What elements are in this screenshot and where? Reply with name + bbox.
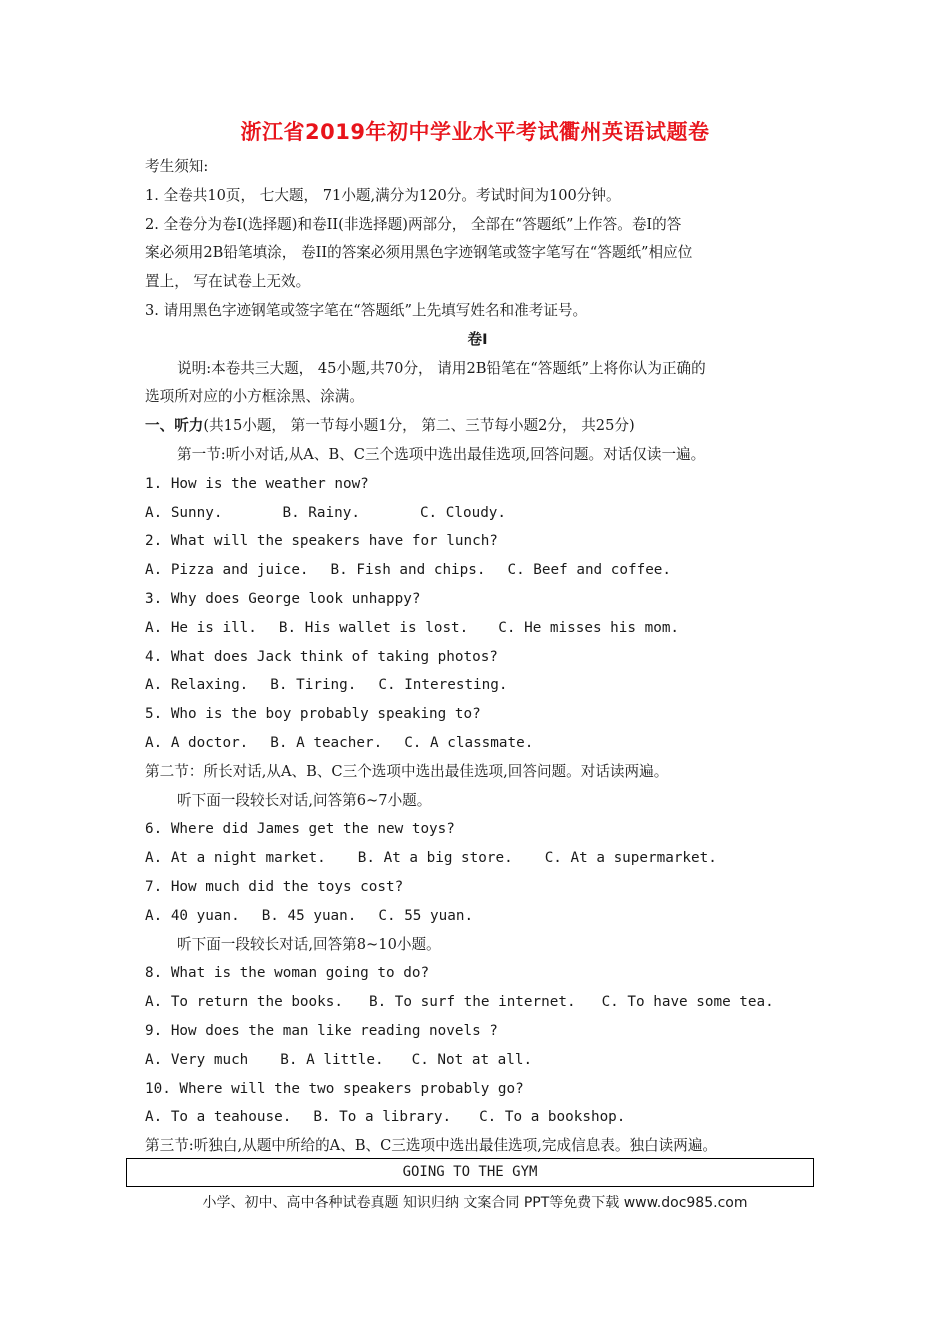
option-c: C. He misses his mom. xyxy=(498,619,680,636)
answer-options xyxy=(145,499,810,528)
option-a: A. Pizza and juice. xyxy=(145,562,309,579)
answer-options xyxy=(145,729,810,758)
option-a: A. To a teahouse. xyxy=(145,1109,292,1126)
option-b: B. His wallet is lost. xyxy=(278,619,469,636)
answer-options xyxy=(145,1046,810,1075)
option-a: A. A doctor. xyxy=(145,734,249,751)
notice-line: 3. 请用黑色字迹钢笔或签字笔在“答题纸”上先填写姓名和准考证号。 xyxy=(145,301,588,319)
option-c: C. Interesting. xyxy=(378,677,508,694)
notice-line: 案必须用2B铅笔填涂， 卷II的答案必须用黑色字迹钢笔或签字笔写在“答题纸”相应位 xyxy=(145,244,693,262)
question-text: 5. Who is the boy probably speaking to? xyxy=(145,706,481,723)
option-c: C. 55 yuan. xyxy=(378,907,474,924)
section-sub-instruction: 听下面一段较长对话,问答第6~7小题。 xyxy=(177,791,432,809)
option-a: A. At a night market. xyxy=(145,850,326,867)
part-description: 说明:本卷共三大题， 45小题,共70分， 请用2B铅笔在“答题纸”上将你认为正确的 xyxy=(177,359,706,377)
page-footer: 小学、初中、高中各种试卷真题 知识归纳 文案合同 PPT等免费下载 www.doc985.com xyxy=(202,1195,748,1211)
answer-options xyxy=(145,671,810,700)
question-text: 8. What is the woman going to do? xyxy=(145,965,430,982)
option-c: C. At a supermarket. xyxy=(544,850,717,867)
option-b: B. To surf the internet. xyxy=(368,994,576,1011)
option-a: A. 40 yuan. xyxy=(145,907,240,924)
option-a: A. Very much xyxy=(145,1051,249,1068)
option-b: B. Rainy. xyxy=(282,504,360,521)
option-b: B. Tiring. xyxy=(270,677,357,694)
option-b: B. At a big store. xyxy=(357,850,513,867)
option-b: B. To a library. xyxy=(313,1109,452,1126)
option-c: C. Cloudy. xyxy=(419,504,507,521)
option-a: A. To return the books. xyxy=(145,994,343,1011)
option-c: C. Beef and coffee. xyxy=(507,562,672,579)
option-b: B. 45 yuan. xyxy=(261,907,357,924)
answer-options xyxy=(145,902,810,931)
question-text: 7. How much did the toys cost? xyxy=(145,878,404,895)
part-description: 选项所对应的小方框涂黑、涂满。 xyxy=(145,388,364,406)
notice-line: 置上， 写在试卷上无效。 xyxy=(145,273,311,291)
option-c: C. To a bookshop. xyxy=(479,1109,626,1126)
option-c: C. Not at all. xyxy=(411,1051,533,1068)
part-heading: 卷Ⅰ xyxy=(467,330,488,348)
question-text: 2. What will the speakers have for lunch? xyxy=(145,533,498,550)
info-table-header: GOING TO THE GYM xyxy=(126,1158,814,1187)
listening-heading-bold: 一、听力 xyxy=(145,417,204,435)
notice-line: 2. 全卷分为卷Ⅰ(选择题)和卷II(非选择题)两部分， 全部在“答题纸”上作答。卷Ⅰ的答 xyxy=(145,215,682,233)
question-text: 9. How does the man like reading novels ? xyxy=(145,1022,498,1039)
answer-options xyxy=(145,988,810,1017)
exam-body xyxy=(145,153,810,1161)
section-instruction: 第二节：所长对话,从A、B、C三个选项中选出最佳选项,回答问题。对话读两遍。 xyxy=(145,762,669,780)
notice-heading: 考生须知: xyxy=(145,158,209,175)
answer-options xyxy=(145,844,810,873)
option-c: C. A classmate. xyxy=(404,734,534,751)
option-b: B. A teacher. xyxy=(270,734,383,751)
question-text: 3. Why does George look unhappy? xyxy=(145,590,421,607)
question-text: 4. What does Jack think of taking photos? xyxy=(145,648,498,665)
option-b: B. A little. xyxy=(280,1051,384,1068)
option-c: C. To have some tea. xyxy=(601,994,774,1011)
page-title: 浙江省2019年初中学业水平考试衢州英语试题卷 xyxy=(240,120,710,144)
listening-heading xyxy=(145,412,810,441)
option-a: A. He is ill. xyxy=(145,619,257,636)
question-text: 6. Where did James get the new toys? xyxy=(145,821,455,838)
option-a: A. Relaxing. xyxy=(145,677,249,694)
listening-heading-rest: (共15小题， 第一节每小题1分， 第二、三节每小题2分， 共25分) xyxy=(203,417,635,435)
section-instruction: 第一节:听小对话,从A、B、C三个选项中选出最佳选项,回答问题。对话仅读一遍。 xyxy=(177,445,706,463)
section-instruction: 第三节:听独白,从题中所给的A、B、C三选项中选出最佳选项,完成信息表。独白读两遍。 xyxy=(145,1137,718,1155)
section-sub-instruction: 听下面一段较长对话,回答第8~10小题。 xyxy=(177,935,441,953)
answer-options xyxy=(145,556,810,585)
option-b: B. Fish and chips. xyxy=(330,562,486,579)
option-a: A. Sunny. xyxy=(145,504,223,521)
answer-options xyxy=(145,614,810,643)
question-text: 10. Where will the two speakers probably go? xyxy=(145,1080,524,1097)
notice-line: 1. 全卷共10页， 七大题， 71小题,满分为120分。考试时间为100分钟。 xyxy=(145,186,621,204)
answer-options xyxy=(145,1103,810,1132)
question-text: 1. How is the weather now? xyxy=(145,475,369,492)
